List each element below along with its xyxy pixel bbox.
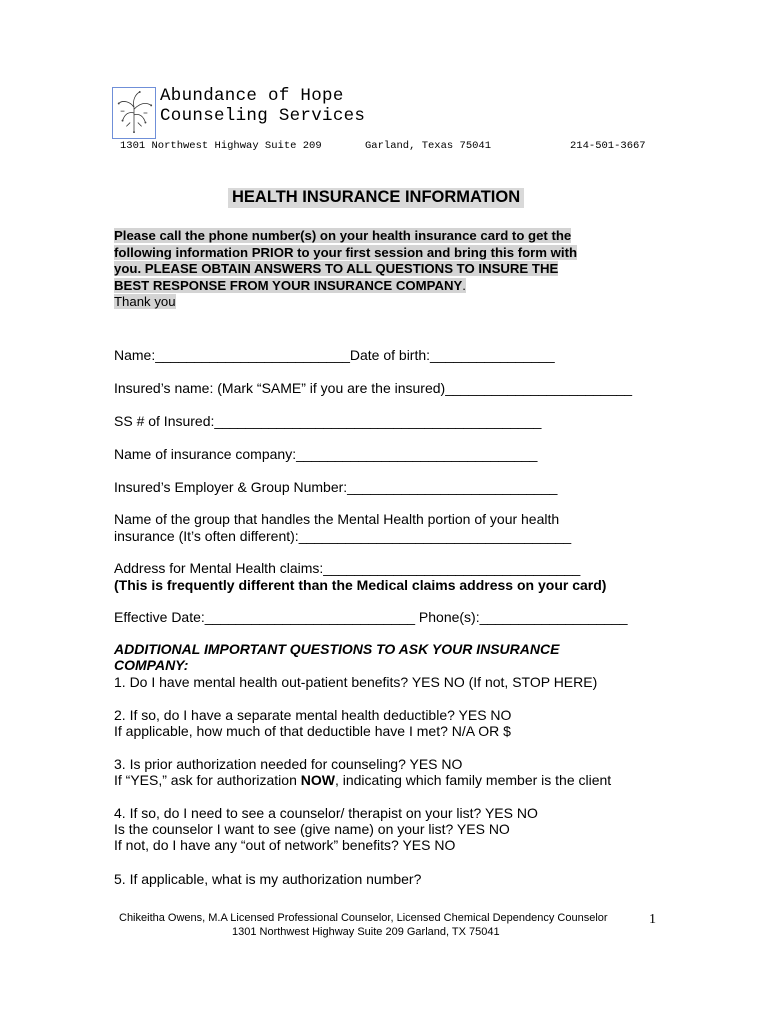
claims-address-note: (This is frequently different than the Medical claims address on your card) <box>114 577 607 593</box>
question-5: 5. If applicable, what is my authorization number? <box>114 871 422 887</box>
mh-group-field[interactable]: insurance (It’s often different):___________________________________ <box>114 528 572 544</box>
questions-heading-cont: COMPANY: <box>114 657 189 673</box>
mh-group-label: Name of the group that handles the Mental Health portion of your health <box>114 511 560 527</box>
header-address: 1301 Northwest Highway Suite 209 <box>120 140 322 152</box>
question-2b: If applicable, how much of that deductible have I met? N/A OR $ <box>114 723 511 739</box>
insurance-company-field[interactable]: Name of insurance company:_______________________________ <box>114 446 538 462</box>
mh-claims-address-field[interactable]: Address for Mental Health claims:_________________________________ <box>114 560 581 576</box>
header-phone: 214-501-3667 <box>570 140 646 152</box>
footer-credentials: Chikeitha Owens, M.A Licensed Professional Counselor, Licensed Chemical Dependency Counselor <box>119 912 608 924</box>
page-number: 1 <box>649 912 656 927</box>
org-name-line2: Counseling Services <box>160 106 366 126</box>
notice-line: following information PRIOR to your first session and bring this form with <box>114 244 578 260</box>
question-2a: 2. If so, do I have a separate mental health deductible? YES NO <box>114 707 512 723</box>
ss-field[interactable]: SS # of Insured:__________________________________________ <box>114 413 542 429</box>
notice-thanks: Thank you <box>114 294 176 309</box>
org-name-line1: Abundance of Hope <box>160 86 344 106</box>
question-3a: 3. Is prior authorization needed for counseling? YES NO <box>114 756 463 772</box>
notice-line: BEST RESPONSE FROM YOUR INSURANCE COMPANY <box>114 277 463 293</box>
question-4a: 4. If so, do I need to see a counselor/ therapist on your list? YES NO <box>114 805 538 821</box>
q3b-now: NOW <box>300 772 335 788</box>
employer-group-field[interactable]: Insured’s Employer & Group Number:___________________________ <box>114 479 558 495</box>
flower-logo-icon <box>113 88 155 138</box>
question-4c: If not, do I have any “out of network” benefits? YES NO <box>114 837 456 853</box>
name-dob-field[interactable]: Name:_________________________Date of birth:________________ <box>114 347 555 363</box>
question-4b: Is the counselor I want to see (give name) on your list? YES NO <box>114 821 510 837</box>
footer-address: 1301 Northwest Highway Suite 209 Garland, TX 75041 <box>232 926 500 938</box>
questions-heading: ADDITIONAL IMPORTANT QUESTIONS TO ASK YOUR INSURANCE <box>114 641 560 657</box>
header-city: Garland, Texas 75041 <box>365 140 492 152</box>
notice-line: you. PLEASE OBTAIN ANSWERS TO ALL QUESTIONS TO INSURE THE <box>114 261 559 276</box>
question-3b <box>114 772 611 788</box>
logo <box>112 87 156 139</box>
q3b-text-end: , indicating which family member is the client <box>334 772 612 788</box>
notice-line: Please call the phone number(s) on your health insurance card to get the <box>114 228 572 243</box>
effective-date-phone-field[interactable]: Effective Date:___________________________ Phone(s):___________________ <box>114 609 628 625</box>
notice-period: . <box>462 277 466 293</box>
instructions-notice <box>114 228 577 311</box>
insured-name-field[interactable]: Insured’s name: (Mark “SAME” if you are the insured)________________________ <box>114 380 633 396</box>
question-1: 1. Do I have mental health out-patient benefits? YES NO (If not, STOP HERE) <box>114 674 598 690</box>
q3b-text: If “YES,” ask for authorization <box>114 772 301 788</box>
page-title: HEALTH INSURANCE INFORMATION <box>228 188 524 208</box>
